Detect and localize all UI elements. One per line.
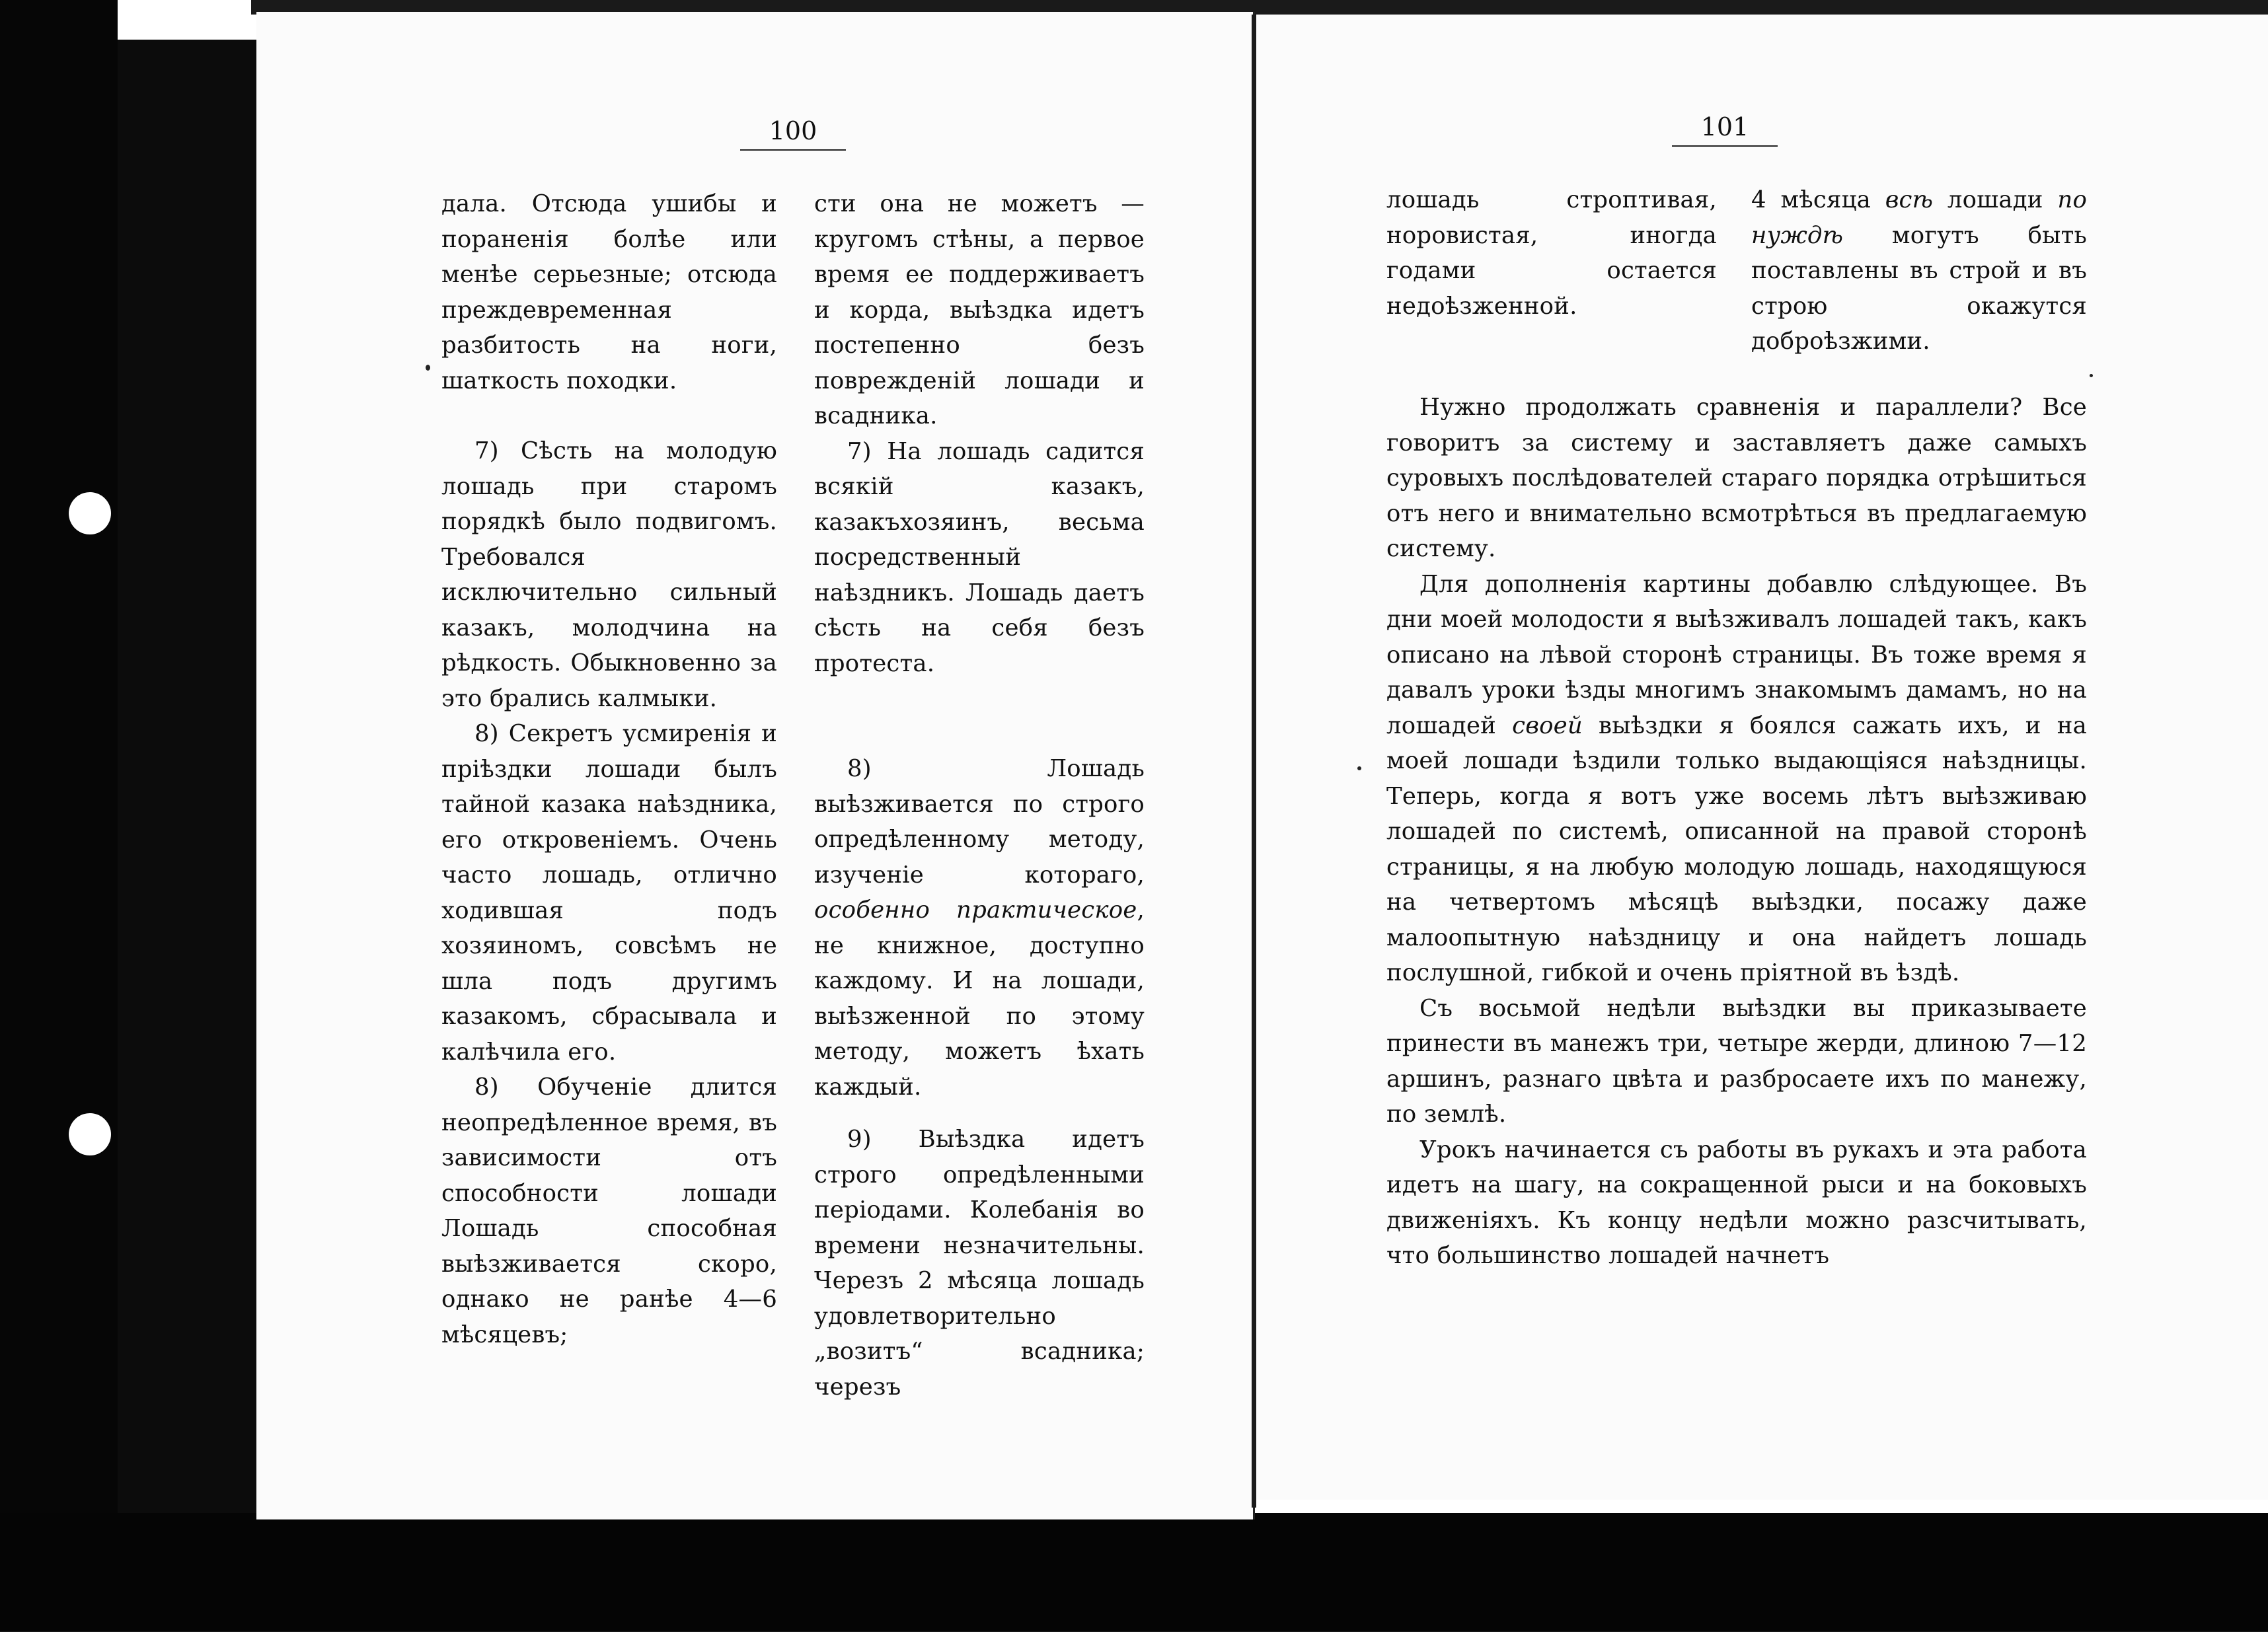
paragraph-7-new: 7) На лошадь садится всякій казакъ, казакъхозяинъ, весьма посредственный наѣздникъ. Лошадь даетъ сѣсть на себя безъ протеста.	[814, 437, 1145, 677]
paragraph-stubborn-horse: лошадь строптивая, норовистая, иногда годами остается недоѣзженной.	[1386, 186, 1717, 320]
scan-speck	[426, 365, 430, 371]
scan-speck	[1357, 766, 1361, 770]
scan-binding-strip	[118, 40, 256, 1526]
paragraph-8-old-training: 8) Обученіе длится неопредѣленное время, въ зависимости отъ способности лошади Лошадь способная выѣзживается скоро, однако не ранѣе 4—6 мѣсяцевъ;	[441, 1074, 777, 1348]
scan-shadow-left	[0, 0, 118, 1645]
italic-emphasis: особенно практическое	[814, 896, 1137, 924]
left-page-column-new-method	[814, 186, 1145, 1405]
paragraph-poles: Съ восьмой недѣли выѣздки вы приказываете принести въ манежъ три, четыре жерди, длиною 7—12 аршинъ, разнаго цвѣта и разбросаете ихъ по манежу, по землѣ.	[1386, 994, 2087, 1128]
italic-emphasis: своей	[1512, 712, 1583, 739]
paragraph-8-old-secret: 8) Секретъ усмиренія и пріѣздки лошади былъ тайной казака наѣздника, его откровеніемъ. Очень часто лошадь, отлично ходившая подъ хозяиномъ, совсѣмъ не шла подъ другимъ казакомъ, сбрасывала и калѣчила его.	[441, 720, 777, 1066]
text-part: лошади	[1933, 186, 2058, 213]
right-page-body	[1386, 390, 2087, 1274]
paragraph-personal-experience	[1386, 567, 2087, 991]
text-part: 4 мѣсяца	[1751, 186, 1885, 213]
paragraph-8-new-text-a: 8) Лошадь выѣзживается по строго опредѣленному методу, изученіе котораго,	[814, 755, 1145, 889]
punch-hole-lower	[69, 1113, 111, 1155]
paragraph-7-old: 7) Сѣсть на молодую лошадь при старомъ порядкѣ было подвигомъ. Требовался исключительно сильный казакъ, молодчина на рѣдкость. Обыкновенно за это брались калмыки.	[441, 437, 777, 712]
page-number-right: 101	[1672, 112, 1778, 147]
punch-hole-upper	[69, 492, 111, 534]
paragraph-8-new-text-b: , не книжное, доступно каждому. И на лошади, выѣзженной по этому методу, можетъ ѣхать каждый.	[814, 896, 1145, 1101]
paragraph-9-new: 9) Выѣздка идетъ строго опредѣленными періодами. Колебанія во времени незначительны. Черезъ 2 мѣсяца лошадь удовлетворительно „возитъ“ всадника; черезъ	[814, 1126, 1145, 1401]
italic-emphasis: по нуждѣ	[1751, 186, 2088, 249]
left-page-column-old-method	[441, 186, 777, 1352]
book-gutter	[1252, 15, 1256, 1508]
paragraph-comparisons: Нужно продолжать сравненія и параллели? Все говоритъ за систему и заставляетъ даже самыхъ суровыхъ послѣдователей стараго порядка отрѣшиться отъ него и внимательно всмотрѣться въ предлагаемую систему.	[1386, 394, 2087, 562]
right-page-column-old-method	[1386, 182, 1717, 324]
page-number-left: 100	[740, 116, 846, 151]
right-page-column-new-method	[1751, 182, 2087, 359]
paragraph-four-months	[1751, 182, 2087, 359]
scan-shadow-bottom	[0, 1513, 2268, 1645]
text-part: могутъ быть поставлены въ строй и въ строю окажутся доброѣзжими.	[1751, 221, 2087, 355]
italic-emphasis: всѣ	[1885, 186, 1934, 213]
paragraph-lesson: Урокъ начинается съ работы въ рукахъ и эта работа идетъ на шагу, на сокращенной рыси и на боковыхъ движеніяхъ. Къ концу недѣли можно разсчитывать, что большинство лошадей начнетъ	[1386, 1136, 2087, 1269]
text-part: Для дополненія картины добавлю слѣдующее. Въ дни моей молодости я выѣзживалъ лошадей такъ, какъ описано на лѣвой сторонѣ страницы. Въ тоже время я давалъ уроки ѣзды многимъ знакомымъ дамамъ, но на лошадей	[1386, 570, 2087, 739]
text-part: выѣздки я боялся сажать ихъ, и на моей лошади ѣздили только выдающіяся наѣздницы. Теперь, когда я вотъ уже восемь лѣтъ выѣзживаю лошадей по системѣ, описанной на правой сторонѣ страницы, я на любую молодую лошадь, находящуюся на четвертомъ мѣсяцѣ выѣздки, посажу даже малоопытную наѣздницу и она найдетъ лошадь послушной, гибкой и очень пріятной въ ѣздѣ.	[1386, 712, 2087, 986]
paragraph-8-new	[814, 751, 1145, 1105]
scan-bottom-margin	[0, 1632, 2268, 1645]
paragraph-walls: сти она не можетъ — кругомъ стѣны, а первое время ее поддерживаетъ и корда, выѣздка идетъ постепенно безъ поврежденій лошади и всадника.	[814, 190, 1145, 429]
scan-speck	[2090, 374, 2093, 377]
paragraph-injuries: дала. Отсюда ушибы и пораненія болѣе или менѣе серьезные; отсюда преждевременная разбитость на ноги, шаткость походки.	[441, 190, 777, 394]
